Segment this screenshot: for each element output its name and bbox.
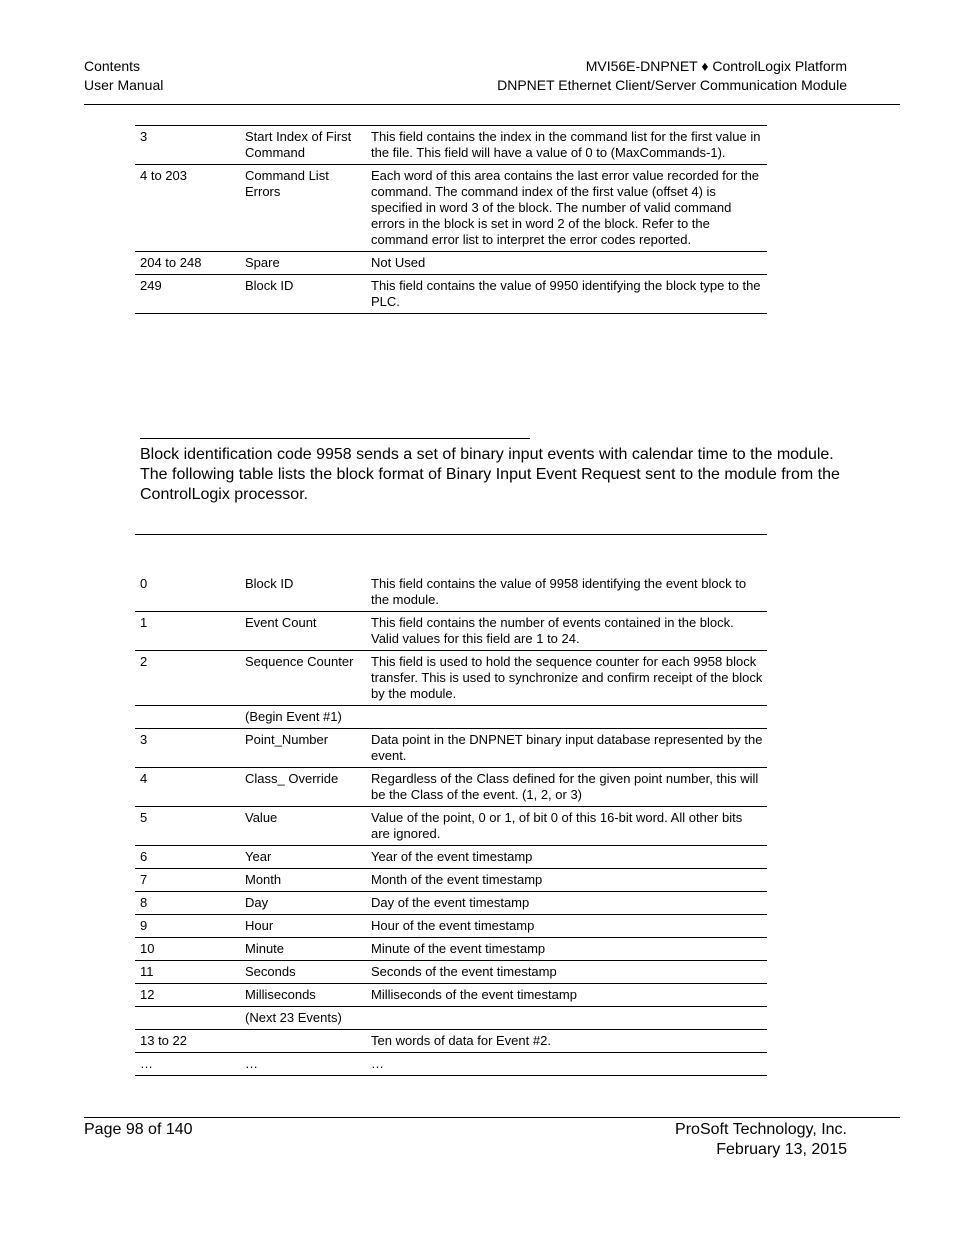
- field-name-cell: Spare: [240, 252, 366, 275]
- field-name-cell: Milliseconds: [240, 984, 366, 1007]
- header-manual-title: User Manual: [84, 77, 164, 93]
- description-cell: This field contains the value of 9958 identifying the event block to the module.: [366, 573, 767, 612]
- word-offset-cell: 6: [135, 846, 240, 869]
- word-offset-cell: 4: [135, 768, 240, 807]
- word-offset-cell: [135, 706, 240, 729]
- field-name-cell: Year: [240, 846, 366, 869]
- word-offset-cell: …: [135, 1053, 240, 1076]
- table-row: [135, 1007, 767, 1030]
- field-name-cell: Seconds: [240, 961, 366, 984]
- description-cell: This field contains the value of 9950 identifying the block type to the PLC.: [366, 275, 767, 314]
- field-name-cell: Day: [240, 892, 366, 915]
- table-row: [135, 165, 767, 252]
- table-row: [135, 573, 767, 612]
- word-offset-cell: 0: [135, 573, 240, 612]
- field-name-cell: Block ID: [240, 573, 366, 612]
- command-error-block-table-body: [135, 126, 767, 314]
- description-cell: Data point in the DNPNET binary input database represented by the event.: [366, 729, 767, 768]
- field-name-cell: Sequence Counter: [240, 651, 366, 706]
- table-row: [135, 729, 767, 768]
- command-error-block-table: [135, 125, 767, 314]
- word-offset-cell: 8: [135, 892, 240, 915]
- table-row: [135, 807, 767, 846]
- table-row: [135, 1053, 767, 1076]
- header-left: [84, 57, 163, 95]
- description-cell: Day of the event timestamp: [366, 892, 767, 915]
- intro-paragraph: Block identification code 9958 sends a set of binary input events with calendar time to the module. The following table lists the block format of Binary Input Event Request sent to the module from the ControlLogix processor.: [140, 446, 840, 503]
- field-name-cell: Value: [240, 807, 366, 846]
- word-offset-cell: 12: [135, 984, 240, 1007]
- table-row: [135, 612, 767, 651]
- binary-input-event-table-body: [135, 573, 767, 1076]
- word-offset-cell: 10: [135, 938, 240, 961]
- description-cell: This field contains the number of events contained in the block. Valid values for this field are 1 to 24.: [366, 612, 767, 651]
- description-cell: Year of the event timestamp: [366, 846, 767, 869]
- description-cell: Not Used: [366, 252, 767, 275]
- table-row: [135, 938, 767, 961]
- description-cell: This field contains the index in the command list for the first value in the file. This field will have a value of 0 to (MaxCommands-1).: [366, 126, 767, 165]
- table-row: [135, 961, 767, 984]
- description-cell: Month of the event timestamp: [366, 869, 767, 892]
- table-row: [135, 846, 767, 869]
- field-name-cell: Minute: [240, 938, 366, 961]
- table-caption-rule: [135, 534, 767, 535]
- field-name-cell: …: [240, 1053, 366, 1076]
- table-row: [135, 706, 767, 729]
- description-cell: Ten words of data for Event #2.: [366, 1030, 767, 1053]
- word-offset-cell: 13 to 22: [135, 1030, 240, 1053]
- word-offset-cell: 11: [135, 961, 240, 984]
- description-cell: …: [366, 1053, 767, 1076]
- footer-date: February 13, 2015: [716, 1141, 847, 1158]
- table-row: [135, 915, 767, 938]
- description-cell: Milliseconds of the event timestamp: [366, 984, 767, 1007]
- word-offset-cell: 1: [135, 612, 240, 651]
- footer-page-number: Page 98 of 140: [84, 1121, 193, 1138]
- description-cell: [366, 706, 767, 729]
- table-row: [135, 768, 767, 807]
- footer-company: ProSoft Technology, Inc.: [675, 1121, 847, 1138]
- header-divider: [84, 104, 900, 105]
- footer-right: [675, 1120, 847, 1160]
- table-row: [135, 1030, 767, 1053]
- field-name-cell: Hour: [240, 915, 366, 938]
- header-section-title: Contents: [84, 58, 141, 74]
- description-cell: Each word of this area contains the last error value recorded for the command. The command index of the first value (offset 4) is specified in word 3 of the block. The number of valid command errors in the block is set in word 2 of the block. Refer to the command error list to interpret the error codes reported.: [366, 165, 767, 252]
- table-row: [135, 126, 767, 165]
- header-right: [497, 57, 847, 95]
- header-module-title: DNPNET Ethernet Client/Server Communication Module: [497, 77, 847, 93]
- field-name-cell: Point_Number: [240, 729, 366, 768]
- field-name-cell: Start Index of First Command: [240, 126, 366, 165]
- field-name-cell: Event Count: [240, 612, 366, 651]
- word-offset-cell: 7: [135, 869, 240, 892]
- description-cell: Seconds of the event timestamp: [366, 961, 767, 984]
- field-name-cell: (Next 23 Events): [240, 1007, 366, 1030]
- section-heading-rule: [140, 438, 530, 439]
- table-row: [135, 275, 767, 314]
- table-row: [135, 892, 767, 915]
- header-product-title: MVI56E-DNPNET ♦ ControlLogix Platform: [585, 58, 847, 74]
- word-offset-cell: 5: [135, 807, 240, 846]
- field-name-cell: (Begin Event #1): [240, 706, 366, 729]
- word-offset-cell: 4 to 203: [135, 165, 240, 252]
- description-cell: Value of the point, 0 or 1, of bit 0 of this 16-bit word. All other bits are ignored.: [366, 807, 767, 846]
- description-cell: This field is used to hold the sequence counter for each 9958 block transfer. This is used to synchronize and confirm receipt of the block by the module.: [366, 651, 767, 706]
- word-offset-cell: 3: [135, 126, 240, 165]
- table-row: [135, 984, 767, 1007]
- footer-divider: [84, 1117, 900, 1118]
- field-name-cell: Block ID: [240, 275, 366, 314]
- description-cell: Minute of the event timestamp: [366, 938, 767, 961]
- table-row: [135, 869, 767, 892]
- table-row: [135, 252, 767, 275]
- binary-input-event-table: [135, 573, 767, 1076]
- field-name-cell: [240, 1030, 366, 1053]
- description-cell: Hour of the event timestamp: [366, 915, 767, 938]
- word-offset-cell: 3: [135, 729, 240, 768]
- table-row: [135, 651, 767, 706]
- field-name-cell: Class_ Override: [240, 768, 366, 807]
- word-offset-cell: 9: [135, 915, 240, 938]
- word-offset-cell: 249: [135, 275, 240, 314]
- description-cell: [366, 1007, 767, 1030]
- field-name-cell: Month: [240, 869, 366, 892]
- word-offset-cell: 2: [135, 651, 240, 706]
- field-name-cell: Command List Errors: [240, 165, 366, 252]
- description-cell: Regardless of the Class defined for the given point number, this will be the Class of the event. (1, 2, or 3): [366, 768, 767, 807]
- word-offset-cell: 204 to 248: [135, 252, 240, 275]
- word-offset-cell: [135, 1007, 240, 1030]
